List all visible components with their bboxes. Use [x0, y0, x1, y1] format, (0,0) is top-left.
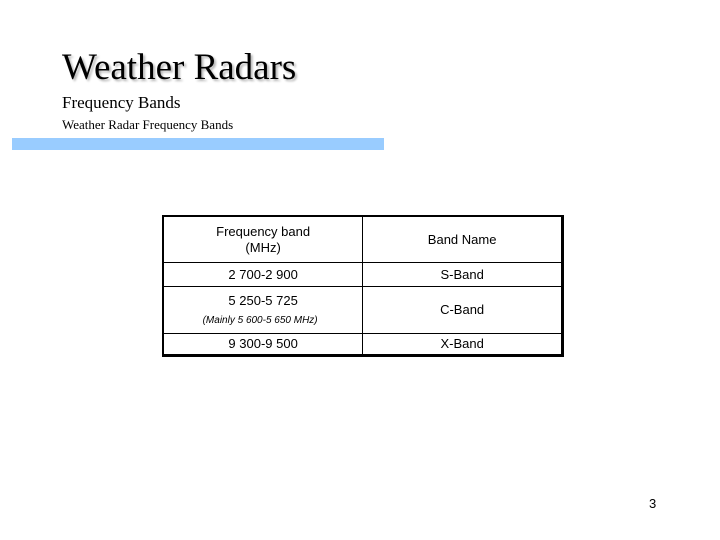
header-band-name: Band Name — [363, 216, 563, 263]
table-row — [163, 287, 563, 334]
frequency-note: (Mainly 5 600-5 650 MHz) — [202, 315, 318, 326]
accent-bar — [12, 138, 384, 150]
table-row — [163, 263, 563, 287]
frequency-value: 5 250-5 725 — [228, 293, 298, 308]
band-cell: C-Band — [363, 287, 563, 334]
frequency-cell: 2 700-2 900 — [163, 263, 363, 287]
band-cell: S-Band — [363, 263, 563, 287]
frequency-cell: 9 300-9 500 — [163, 333, 363, 355]
slide-title: Weather Radars — [62, 47, 297, 88]
slide-subtitle: Frequency Bands — [62, 93, 181, 112]
slide-caption: Weather Radar Frequency Bands — [62, 117, 234, 132]
table-row — [163, 333, 563, 355]
header-frequency-line1: Frequency band — [216, 223, 311, 239]
table-header-row — [163, 216, 563, 263]
frequency-band-table — [162, 215, 564, 357]
header-frequency-band — [163, 216, 363, 263]
band-cell: X-Band — [363, 333, 563, 355]
header-frequency-line2: (MHz) — [245, 239, 281, 255]
page-number: 3 — [649, 496, 657, 511]
frequency-cell — [163, 287, 363, 334]
